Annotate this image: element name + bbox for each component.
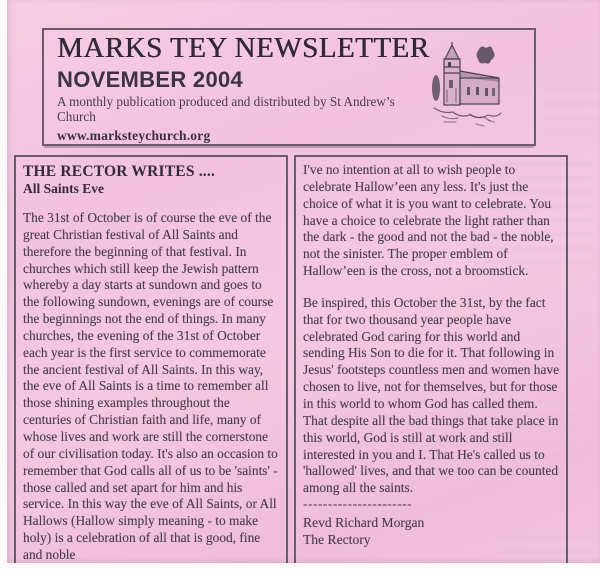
publication-description: A monthly publication produced and distributed by St Andrew’s Church <box>57 94 395 125</box>
website-url: www.marksteychurch.org <box>57 127 211 143</box>
newsletter-page <box>7 0 600 563</box>
signature-address: The Rectory <box>303 532 371 548</box>
signature-name: Revd Richard Morgan <box>303 515 425 531</box>
scan-bleedthrough-smudge <box>545 60 599 132</box>
issue-date: NOVEMBER 2004 <box>57 67 244 92</box>
left-column <box>14 155 288 563</box>
newsletter-title: MARKS TEY NEWSLETTER <box>57 32 430 64</box>
body-paragraph: The 31st of October is of course the eve of the great Christian festival of All Saints and therefore the beginning of that festival. In churches which still keep the Jewish pattern whereby a day starts at sundown and goes to the following sundown, evenings are of course the beginnings not the end of things. In many churches, the evening of the 31st of October each year is the first service to commemorate the ancient festival of All Saints. In this way, the eve of All Saints is a time to remember all those shining examples throughout the centuries of Christian faith and life, many of whose lives and work are still the cornerstone of our civilisation today. It's also an occasion to remember that God calls all of us to be 'saints' - those called and set apart for him and his service. In this way the eve of All Saints, or All Hallows (Hallow simply meaning - to make holy) is a celebration of all that is good, fine and noble <box>23 210 278 562</box>
section-subheading: All Saints Eve <box>23 181 105 196</box>
newsletter-header <box>42 28 536 146</box>
signature-divider: ---------------------- <box>303 496 413 512</box>
section-heading: THE RECTOR WRITES .... <box>23 163 216 180</box>
body-paragraph: Be inspired, this October the 31st, by the fact that for two thousand year people have celebrated God caring for this world and sending His Son to die for it. That following in Jesus' footsteps countless men and women have chosen to live, not for themselves, but for those in this world to whom God has called them. That despite all the bad things that take place in this world, God is still at work and still interested in you and I. That He's called us to 'hallowed' lives, and that we too can be counted among all the saints. <box>303 294 560 496</box>
body-paragraph: I've no intention at all to wish people to celebrate Hallow’een any less. It's just the choice of what it is you want to celebrate. You have a choice to celebrate the light rather than the dark - the good and not the bad - the noble, not the sinister. The proper emblem of Hallow’een is the cross, not a broomstick. <box>303 162 554 279</box>
right-column <box>294 155 568 563</box>
church-sketch-icon <box>430 42 506 136</box>
